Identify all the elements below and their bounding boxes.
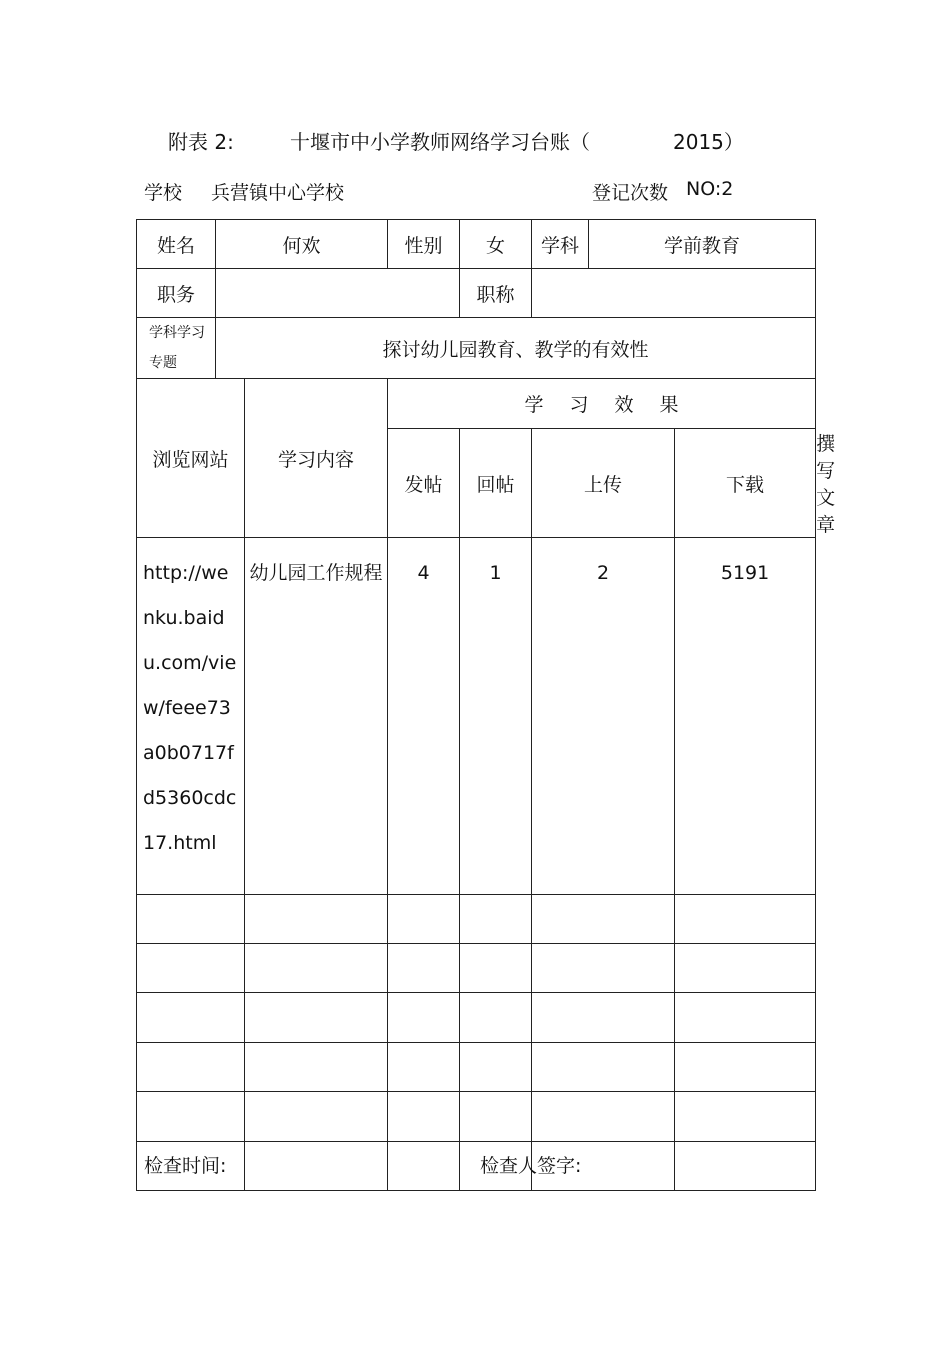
- header-row-1: [137, 379, 816, 429]
- checker-signature-label: 检查人签字:: [480, 1155, 582, 1177]
- upload-count: [532, 895, 675, 944]
- gender-value: 女: [460, 220, 532, 269]
- reply-count: [460, 895, 532, 944]
- learning-content: [245, 1043, 388, 1092]
- table-row: [137, 1043, 816, 1092]
- site-url: [137, 1043, 245, 1092]
- title-main: 十堰市中小学教师网络学习台账（: [290, 130, 590, 154]
- table-row: [137, 1142, 816, 1191]
- download-count: [675, 1092, 816, 1142]
- reply-count: [460, 944, 532, 993]
- name-value: 何欢: [216, 220, 388, 269]
- download-header: 下载: [675, 429, 816, 538]
- rank-value: [532, 269, 816, 318]
- info-row-2: [137, 269, 816, 318]
- download-count: [675, 944, 816, 993]
- reply-count: [460, 1092, 532, 1142]
- effect-header: 学习效果: [388, 379, 816, 429]
- upload-header: 上传: [532, 429, 675, 538]
- name-label: 姓名: [137, 220, 216, 269]
- post-count: [388, 895, 460, 944]
- table-row: [137, 895, 816, 944]
- learning-content: [245, 1092, 388, 1142]
- site-url: [137, 944, 245, 993]
- upload-count: [532, 993, 675, 1043]
- upload-count: [532, 944, 675, 993]
- learning-content: [245, 944, 388, 993]
- post-count: [388, 1043, 460, 1092]
- learning-content: [245, 1142, 388, 1191]
- record-number: NO:2: [686, 178, 734, 200]
- info-row-1: [137, 220, 816, 269]
- site-url: http://wenku.baidu.com/view/feee73a0b0717fd5360cdc17.html: [137, 538, 245, 895]
- check-time-label: 检查时间:: [144, 1155, 227, 1177]
- upload-count: 2: [532, 538, 675, 895]
- header-row-2: 发帖 回帖 上传 下载 撰写文章: [137, 429, 816, 538]
- site-url: [137, 993, 245, 1043]
- learning-ledger-table: [136, 219, 836, 1191]
- topic-row: [137, 318, 816, 379]
- download-count: [675, 895, 816, 944]
- title-prefix: 附表 2:: [168, 130, 234, 154]
- table-row: [137, 538, 816, 895]
- position-label: 职务: [137, 269, 216, 318]
- post-count: [388, 944, 460, 993]
- download-count: 5191: [675, 538, 816, 895]
- post-header: 发帖: [388, 429, 460, 538]
- reply-count: 1: [460, 538, 532, 895]
- post-count: [388, 1142, 460, 1191]
- upload-count: [532, 1043, 675, 1092]
- download-count: [675, 1043, 816, 1092]
- table-row: [137, 993, 816, 1043]
- site-url: [137, 895, 245, 944]
- subject-label: 学科: [532, 220, 589, 269]
- gender-label: 性别: [388, 220, 460, 269]
- learning-content: [245, 993, 388, 1043]
- upload-count: [532, 1092, 675, 1142]
- download-count: [675, 993, 816, 1043]
- topic-label: 学科学习专题: [137, 318, 216, 379]
- school-label: 学校: [144, 182, 183, 204]
- download-count: [675, 1142, 816, 1191]
- title-year: 2015）: [673, 130, 744, 154]
- rank-label: 职称: [460, 269, 532, 318]
- topic-value: 探讨幼儿园教育、教学的有效性: [216, 318, 816, 379]
- post-count: [388, 993, 460, 1043]
- table-row: [137, 1092, 816, 1142]
- content-header: 学习内容: [245, 379, 388, 538]
- table-row: [137, 944, 816, 993]
- record-count-label: 登记次数: [592, 182, 669, 204]
- reply-header: 回帖: [460, 429, 532, 538]
- subject-value: 学前教育: [589, 220, 816, 269]
- post-count: 4: [388, 538, 460, 895]
- reply-count: [460, 1043, 532, 1092]
- position-value: [216, 269, 460, 318]
- learning-content: [245, 895, 388, 944]
- site-url: [137, 1092, 245, 1142]
- site-header: 浏览网站: [137, 379, 245, 538]
- learning-content: 幼儿园工作规程: [245, 538, 388, 895]
- post-count: [388, 1092, 460, 1142]
- reply-count: [460, 993, 532, 1043]
- school-value: 兵营镇中心学校: [211, 182, 345, 204]
